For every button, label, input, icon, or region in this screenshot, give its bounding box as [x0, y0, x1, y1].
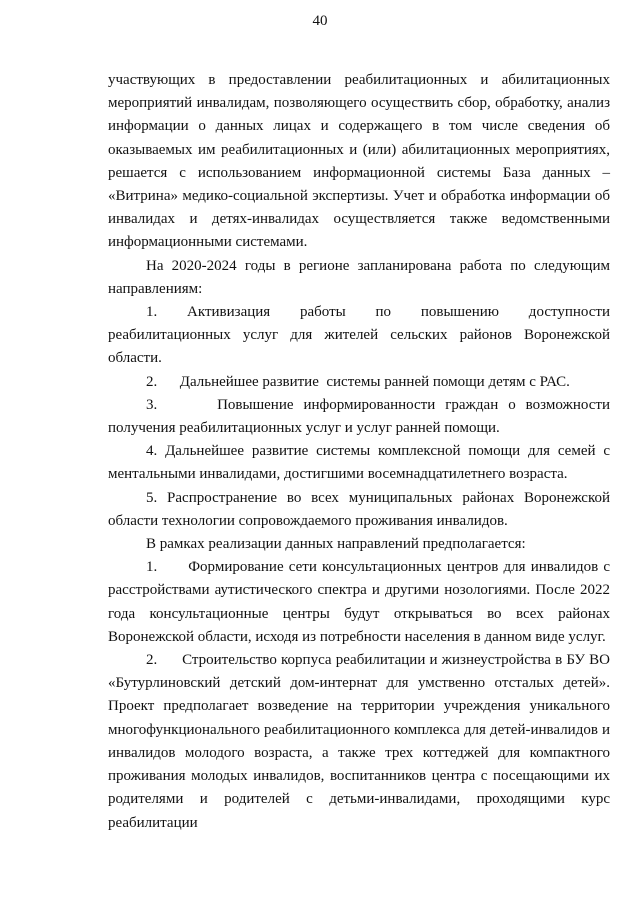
list-item-direction-4: 4. Дальнейшее развитие системы комплексной помощи для семей с ментальными инвалидами, достигшими восемнадцатилетнего возраста. — [108, 443, 610, 483]
paragraph-continuation: участвующих в предоставлении реабилитационных и абилитационных мероприятий инвалидам, позволяющего осуществить сбор, обработку, анализ информации о данных лицах и содержащего в том числе сведения об оказываемых им реабилитационных и (или) абилитационных мероприятиях, решается с использованием информационной системы База данных – «Витрина» медико-социальной экспертизы. Учет и обработка информации об инвалидах и детях-инвалидах осуществляется также ведомственными информационными системами. — [108, 72, 610, 251]
paragraph-plans-intro: На 2020-2024 годы в регионе запланирована работа по следующим направлениям: — [108, 257, 610, 297]
paragraph-implementation-intro: В рамках реализации данных направлений предполагается: — [146, 536, 526, 553]
list-item-direction-1: 1. Активизация работы по повышению доступности реабилитационных услуг для жителей сельских районов Воронежской области. — [108, 304, 614, 367]
list-item-direction-3: 3. Повышение информированности граждан о возможности получения реабилитационных услуг и услуг ранней помощи. — [108, 396, 614, 437]
document-body — [108, 69, 614, 835]
list-item-measure-2: 2. Строительство корпуса реабилитации и жизнеустройства в БУ ВО «Бутурлиновский детский дом-интернат для умственно отсталых детей». Проект предполагает возведение на территории учреждения уникального многофункционального реабилитационного комплекса для детей-инвалидов и инвалидов молодого возраста, а также трех коттеджей для компактного проживания молодых инвалидов, воспитанников центра с посещающими их родителями и родителей с детьми-инвалидами, проходящими курс реабилитации — [108, 652, 614, 831]
list-item-direction-5: 5. Распространение во всех муниципальных районах Воронежской области технологии сопровождаемого проживания инвалидов. — [108, 489, 610, 529]
list-item-direction-2: 2. Дальнейшее развитие системы ранней помощи детям с РАС. — [146, 373, 570, 390]
page-number: 40 — [312, 13, 328, 29]
list-item-measure-1: 1. Формирование сети консультационных центров для инвалидов с расстройствами аутистического спектра и другими нозологиями. После 2022 года консультационные центры будут открываться во всех районах Воронежской области, исходя из потребности населения в данном виде услуг. — [108, 559, 614, 645]
